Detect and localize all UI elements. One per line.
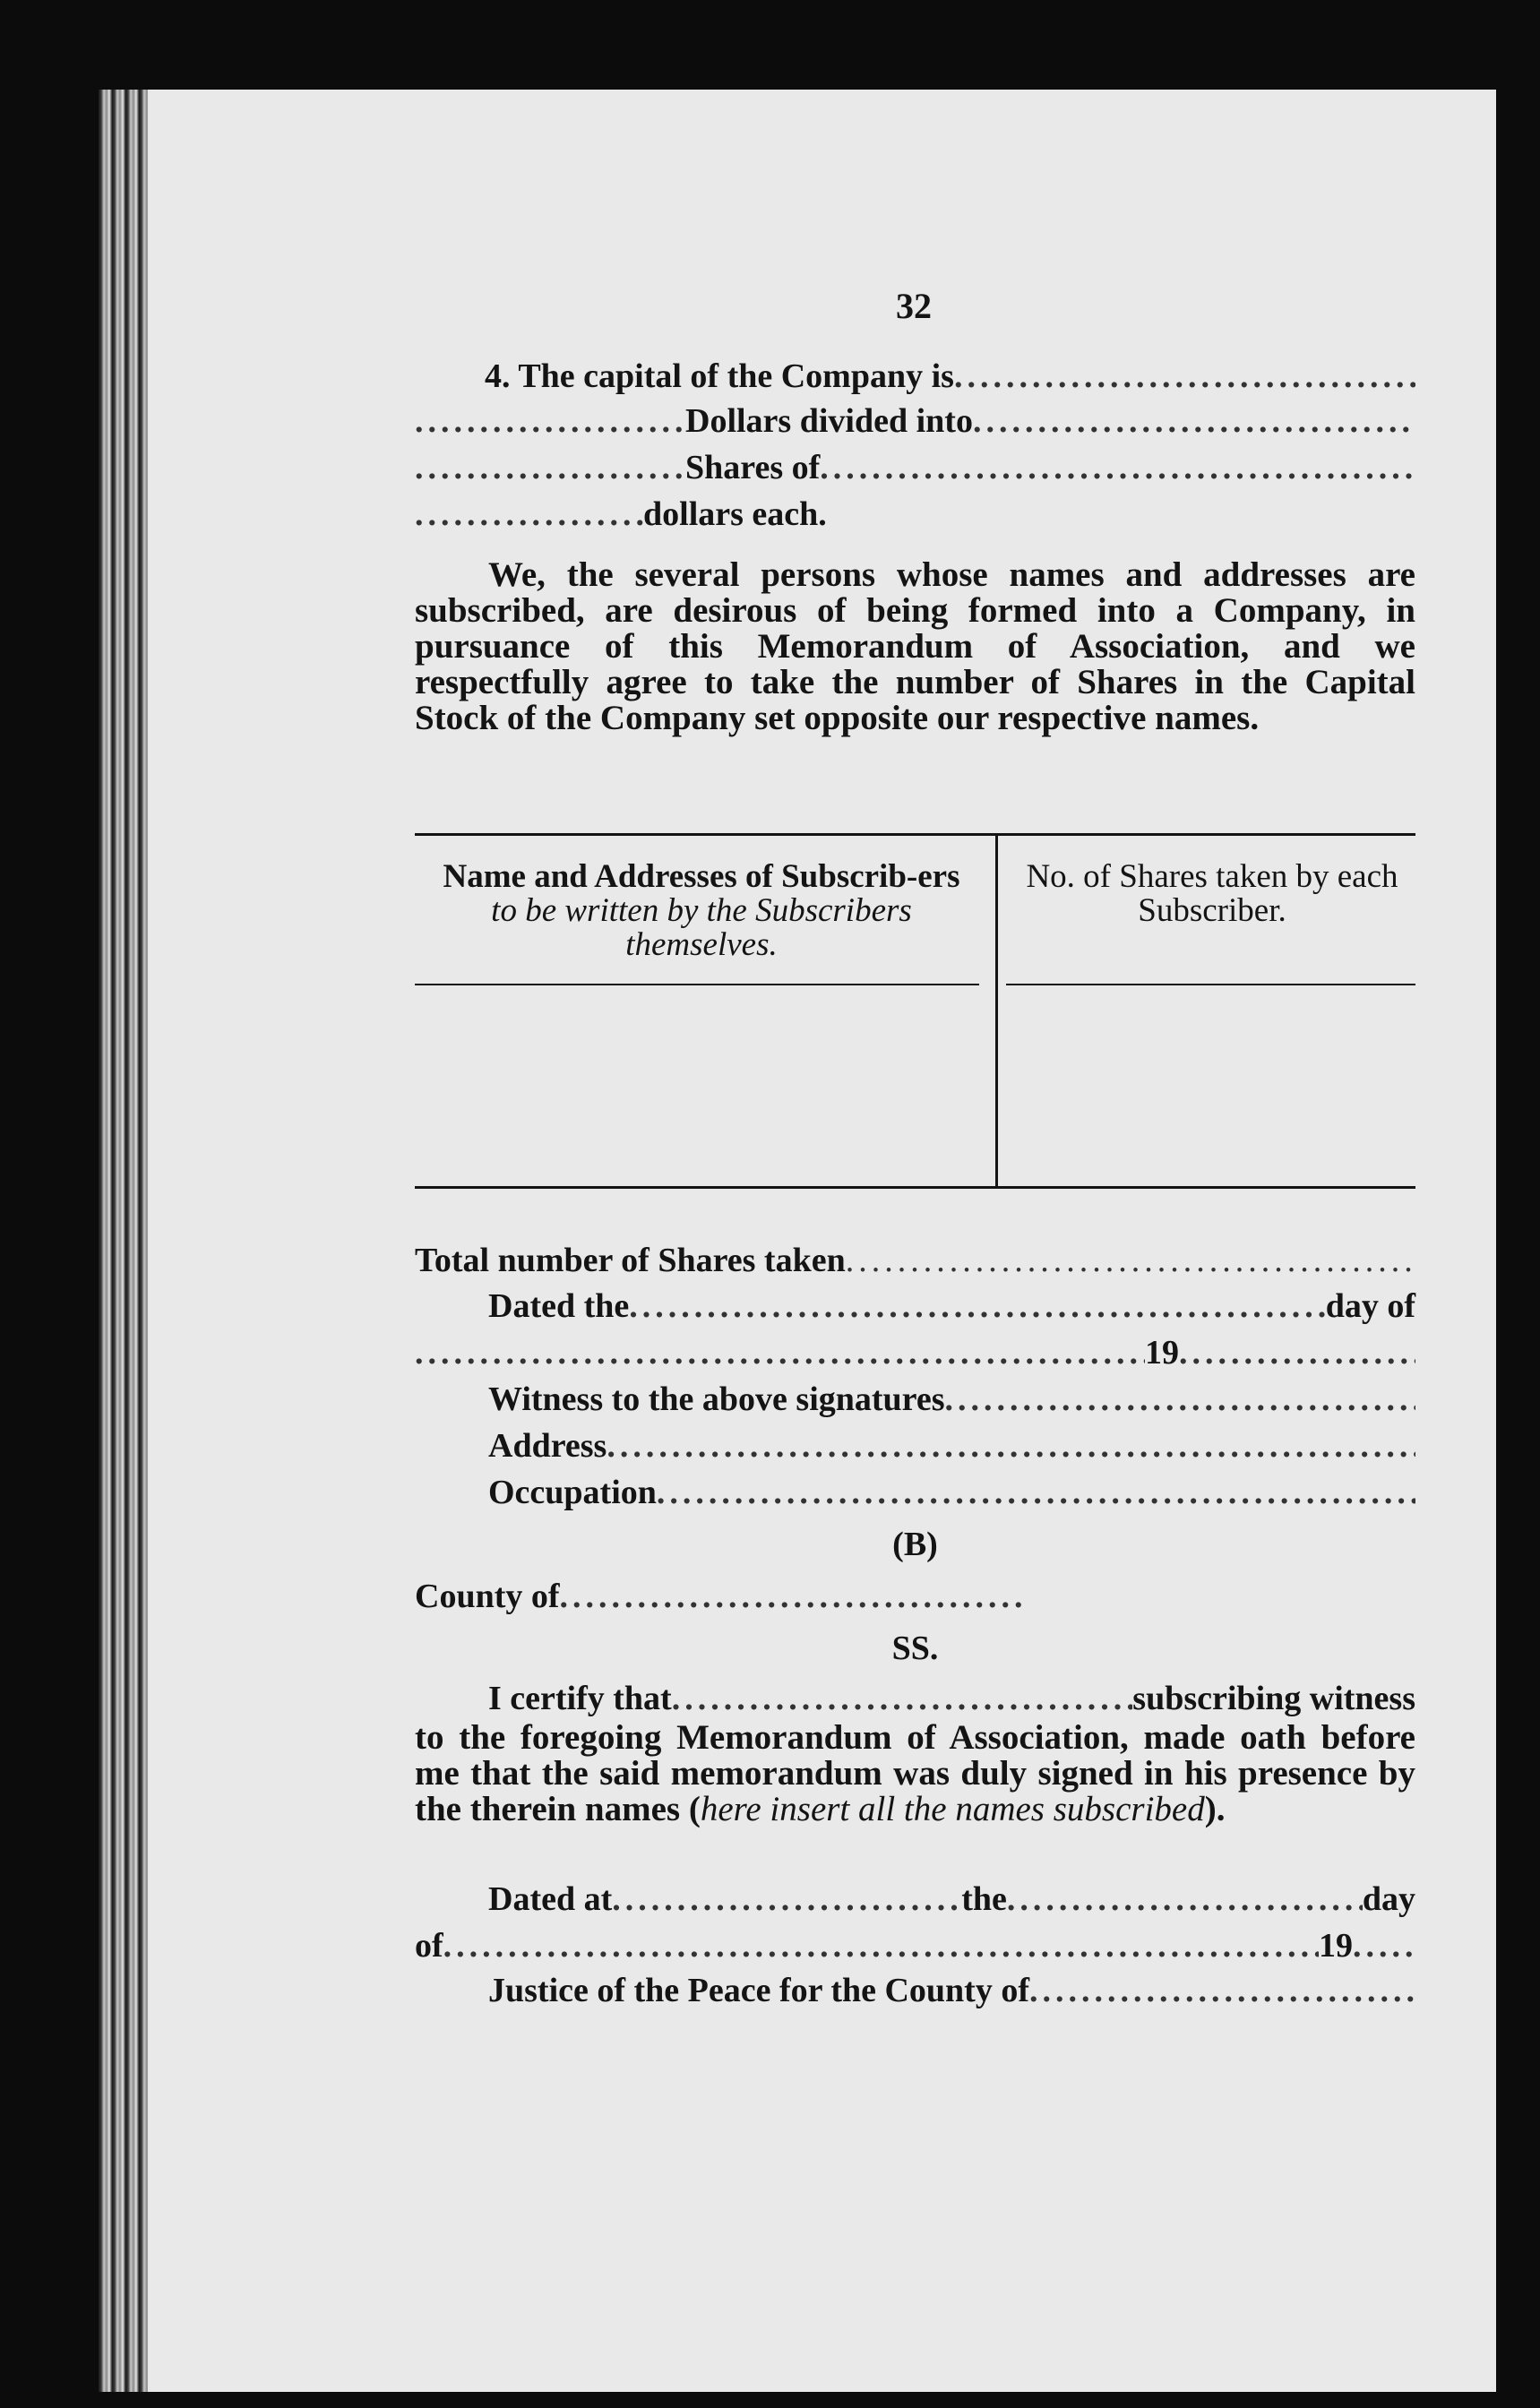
dated-dots (629, 1286, 1325, 1326)
dollars-each-dots (415, 494, 643, 534)
dollars-divided-dots (973, 401, 1415, 441)
shares-of-label: Shares of (685, 449, 821, 486)
year-dots-left (415, 1333, 1145, 1372)
left-header-rule (415, 984, 979, 985)
occupation-line (415, 1473, 1415, 1516)
certify-end: ). (1204, 1790, 1226, 1828)
total-shares-line (415, 1241, 1415, 1284)
justice-dots (1029, 1971, 1415, 2010)
certify-paragraph (415, 1720, 1415, 1828)
right-column-header: No. of Shares taken by each Subscriber. (1026, 858, 1398, 929)
dollars-each-label: dollars each. (643, 495, 827, 533)
page-number: 32 (896, 286, 932, 326)
section-b-heading-line (415, 1525, 1415, 1568)
justice-label: Justice of the Peace for the County of (488, 1972, 1029, 2009)
dollars-dots (415, 401, 685, 441)
of-year-line (415, 1926, 1415, 1969)
day-of-label: day of (1325, 1287, 1415, 1325)
table-top-rule (415, 833, 1415, 836)
witness-line (415, 1380, 1415, 1423)
occupation-dots (657, 1473, 1415, 1512)
county-dots (560, 1577, 1024, 1616)
left-header-bold: Name and Addresses of Subscrib-ers (443, 858, 960, 895)
ss-label: SS. (891, 1630, 939, 1667)
the-label: the (961, 1880, 1007, 1918)
table-bottom-rule (415, 1186, 1415, 1189)
total-shares-dots (846, 1241, 1415, 1280)
dated-at-line (415, 1879, 1415, 1922)
certify-line (415, 1679, 1415, 1722)
left-header-italic: to be written by the Subscribers themselves. (491, 892, 912, 963)
year-line (415, 1333, 1415, 1376)
dollars-divided-label: Dollars divided into (685, 402, 973, 440)
capital-line-2 (415, 401, 1415, 444)
dated-at-label: Dated at (488, 1880, 613, 1918)
dated-line (415, 1286, 1415, 1329)
shares-of-dots (820, 448, 1415, 487)
table-column-divider (995, 835, 998, 1186)
right-header-rule (1006, 984, 1415, 985)
justice-line (415, 1971, 1415, 2014)
year-label-b: 19 (1319, 1927, 1353, 1965)
dated-at-dots (612, 1879, 961, 1919)
certify-italic: here insert all the names subscribed (700, 1790, 1205, 1828)
address-line (415, 1426, 1415, 1469)
capital-line-3 (415, 448, 1415, 491)
of-label: of (415, 1927, 443, 1965)
certify-prefix: I certify that (488, 1680, 672, 1717)
memorandum-paragraph: We, the several persons whose names and addresses are subscribed, are desirous of being formed into a Company, in pursuance of this Memorandum of Association, and we respectfully agree to take the number of Shares in the Capital Stock of the Company set opposite our respective names. (415, 555, 1415, 737)
subscribers-table (415, 833, 1415, 1191)
dated-label: Dated the (488, 1287, 630, 1325)
year-b-dots (1353, 1926, 1415, 1965)
witness-dots (945, 1380, 1415, 1419)
certify-body: to the foregoing Memorandum of Association, made oath before me that the said memorandum was duly signed in his presence by the therein names ( (415, 1718, 1415, 1828)
section-b-heading: (B) (892, 1526, 938, 1563)
address-label: Address (488, 1427, 607, 1465)
total-shares-label: Total number of Shares taken (415, 1242, 846, 1279)
left-column-header (415, 860, 988, 962)
day-label: day (1362, 1880, 1415, 1918)
county-label: County of (415, 1578, 560, 1615)
capital-label: 4. The capital of the Company is (485, 357, 954, 395)
the-dots (1007, 1879, 1363, 1919)
certify-dots (672, 1679, 1133, 1718)
shares-dots (415, 448, 685, 487)
capital-line-1 (415, 357, 1415, 400)
of-dots (443, 1926, 1319, 1965)
certify-suffix: subscribing witness (1132, 1680, 1415, 1717)
witness-label: Witness to the above signatures (488, 1380, 945, 1418)
address-dots (607, 1426, 1415, 1466)
capital-line-4 (415, 494, 1415, 538)
capital-dots (954, 357, 1415, 396)
occupation-label: Occupation (488, 1474, 657, 1511)
ss-line (415, 1629, 1415, 1672)
year-label: 19 (1145, 1334, 1179, 1372)
year-dots-right (1179, 1333, 1415, 1372)
county-line (415, 1577, 1024, 1620)
